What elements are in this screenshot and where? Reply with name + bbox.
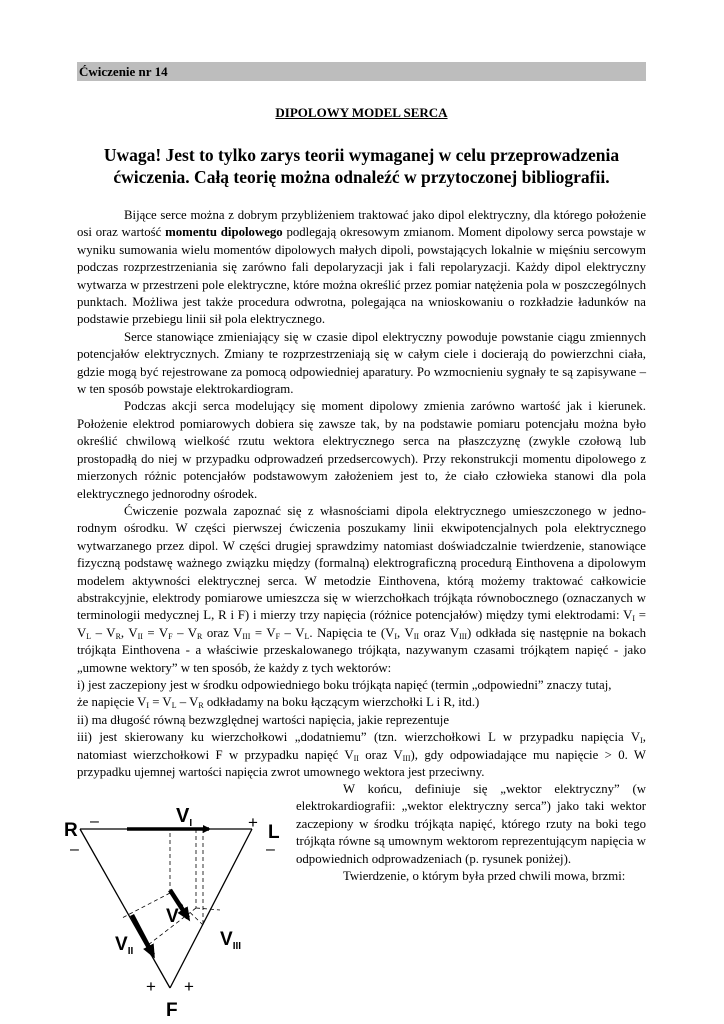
paragraph-3: Podczas akcji serca modelujący się moment dipolowy zmienia zarówno wartość jak i kierunek. Położenie elektrod pomiarowych dobiera się zawsze tak, by na podstawie pomiaru potencjału można było określić chwilową wielkość rzutu wektora elektrycznego serca na płaszczyznę (zwykle czołową lub prostopadłą do niej w przypadku odprowadzeń przedsercowych). Przy rekonstrukcji momentu dipolowego z mierzonych różnic potencjałów podstawowym założeniem jest to, że ciało człowieka stanowi dla pola elektrycznego jednorodny ośrodek. <box>77 399 646 501</box>
label-f: F <box>166 1000 178 1020</box>
list-item-ii: ii) ma długość równą bezwzględnej wartości napięcia, jakie reprezentuje <box>77 712 450 727</box>
label-l: L <box>268 822 280 843</box>
list-item-i-cont: że napięcie $V_I = V_L - V_R$ odkładamy na boku łączącym wierzchołki L i R, itd.) <box>77 695 480 711</box>
paragraph-2: Serce stanowiące zmieniający się w czasie dipol elektryczny powoduje powstanie ciągu zmiennych potencjałów elektrycznych. Zmiany te rozprzestrzeniają się w całym ciele i docierają do powierzchni ciała, gdzie mogą być rejestrowane za pomocą odpowiedniej aparatury. Po wzmocnieniu sygnały te są zapisywane – w ten sposób powstaje elektrokardiogram. <box>77 329 646 397</box>
page-title: DIPOLOWY MODEL SERCA <box>275 105 448 120</box>
label-v: V <box>166 906 179 927</box>
p1-text-b: podlegają okresowym zmianom. Moment dipolowy serca powstaje w wyniku sumowania wielu momentów dipolowych małych dipoli, powstających lokalnie w mięśniu sercowym podczas rozprzestrzeniania się zarówno fali depolaryzacji jak i fali repolaryzacji. Każdy dipol elektryczny wytwarza w przestrzeni pole elektryczne, które można określić przez pomiar natężenia pola w poszczególnych punktach. Możliwa jest także procedura odwrotna, polegająca na wnioskowaniu o rozkładzie ładunków na podstawie przebiegu linii sił pola elektrycznego. <box>77 225 646 327</box>
triangle-side-rf <box>80 829 170 988</box>
body-text <box>77 207 646 781</box>
sign-plus: + <box>184 977 194 996</box>
exercise-label: Ćwiczenie nr 14 <box>79 64 168 79</box>
paragraph-6: Twierdzenie, o którym była przed chwili mowa, brzmi: <box>343 869 626 884</box>
label-r: R <box>64 820 78 841</box>
einthoven-triangle-figure <box>60 800 290 1020</box>
sign-minus: – <box>266 841 275 858</box>
sign-minus: – <box>70 841 79 858</box>
projection-line <box>196 908 220 910</box>
paragraph-4: Ćwiczenie pozwala zapoznać się z własnościami dipola elektrycznego umieszczonego w jednorodnym ośrodku. W części pierwszej ćwiczenia poszukamy linii ekwipotencjalnych pola elektrycznego wytwarzanego przez dipol. W części drugiej sprawdzimy natomiast doświadczalnie twierdzenie, stanowiące fizyczną podstawę ważnego związku między (formalną) elektrograficzną procedurą Einthovena a dipolowym modelem aktywności elektrycznej serca. W metodzie Einthovena, którą możemy traktować całkowicie abstrakcyjnie, elektrody pomiarowe umieszcza się w wierzchołkach trójkąta równobocznego (oznaczanych w terminologii medycznej L, R i F) i mierzy trzy napięcia (różnice potencjałów) między tymi elektrodami: $V_I = V_L - V_R$, $V_{II} = V_F - V_R$ oraz $V_{III} = V_F - V_L$. Napięcia te ($V_I$, $V_{II}$ oraz $V_{III}$) odkłada się następnie na bokach trójkąta Einthovena - a właściwie przeskalowanego trójkąta, nazywanym czasami trójkątem napięć - jako „umowne wektory” w ten sposób, że każdy z tych wektorów: <box>77 503 646 675</box>
label-vii: $V_{II}$ <box>115 934 134 957</box>
exercise-header-bar <box>77 62 646 81</box>
label-viii: $V_{III}$ <box>220 929 242 952</box>
list-item-iii: iii) jest skierowany ku wierzchołkowi „dodatniemu” (tzn. wierzchołkowi L w przypadku napięcia $V_I$, natomiast wierzchołkowi F w przypadku napięć $V_{II}$ oraz $V_{III}$), gdy odpowiadające mu napięcie > 0. W przypadku ujemnej wartości napięcia zwrot umownego wektora jest przeciwny. <box>77 730 646 779</box>
p1-text-a: Bijące serce można z dobrym przybliżeniem traktować jako dipol elektryczny, dla którego położenie osi oraz wartość <box>77 208 646 240</box>
sign-plus: + <box>146 977 156 996</box>
label-vi: $V_I$ <box>176 805 193 829</box>
warning-note: Uwaga! Jest to tylko zarys teorii wymaganej w celu przeprowadzenia ćwiczenia. Całą teorię można odnaleźć w przytoczonej bibliografii. <box>103 145 620 187</box>
paragraph-5: W końcu, definiuje się „wektor elektryczny” (w elektrokardiografii: „wektor elektryczny serca”) jako taki wektor zaczepiony w środku trójkąta napięć, którego rzuty na boki tego trójkąta równe są umownym wektorom reprezentującym napięcia w odpowiednich odprowadzeniach (p. rysunek poniżej). <box>296 782 646 866</box>
projection-line <box>122 893 170 918</box>
side-text <box>296 781 646 885</box>
vector-vii-arrow <box>132 915 153 955</box>
p1-bold-term: momentu dipolowego <box>165 225 283 240</box>
paragraph-1 <box>77 207 646 329</box>
sign-plus: + <box>248 813 258 832</box>
list-item-i: i) jest zaczepiony jest w środku odpowiedniego boku trójkąta napięć (termin „odpowiedni” znaczy tutaj, <box>77 677 612 692</box>
sign-minus: – <box>90 813 99 830</box>
